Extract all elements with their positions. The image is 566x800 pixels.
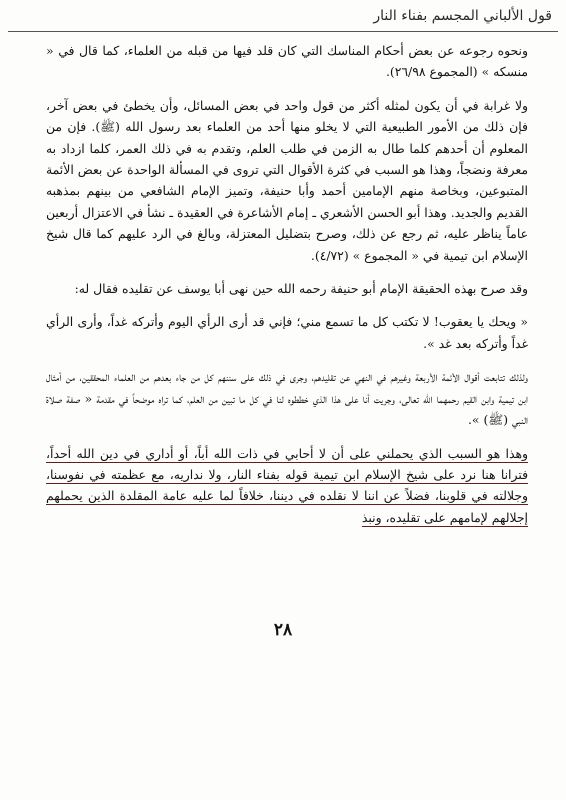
- underlined-paragraph: وهذا هو السبب الذي يحملني على أن لا أحابي في ذات الله أباً، أو أداري في دين الله أحداً، فترانا هنا نرد على شيخ الإسلام ابن تيمية قوله بفناء النار، ولا نداريه، مع عظمته في نفوسنا، وجلالته في قلوبنا، فضلاً عن اننا لا نقلده في ديننا، خلافاً لما عليه عامة المقلدة الذين يحملهم إجلالهم لإمامهم على تقليده، ونبذ: [46, 445, 528, 525]
- page-number: ٢٨: [273, 620, 293, 640]
- header-divider: [8, 31, 558, 32]
- paragraph-5: ولذلك تتابعت أقوال الأئمة الأربعة وغيرهم في النهي عن تقليدهم، وجرى في ذلك على سننهم كل من جاء بعدهم من العلماء المحققين، من أمثال ابن تيمية وابن القيم رحمهما الله تعالى، وجريت أنا على هذا الذي خططوه لنا في كل ما تبين من العلم، كما تراه موضحاً في مقدمة « صفة صلاة النبي (ﷺ) ».: [46, 369, 528, 428]
- body-text: [46, 40, 528, 540]
- running-header-title: قول الألباني المجسم بفناء النار: [373, 8, 552, 24]
- paragraph-3: وقد صرح بهذه الحقيقة الإمام أبو حنيفة رحمه الله حين نهى أبا يوسف عن تقليده فقال له:: [74, 281, 528, 297]
- paragraph-1: ونحوه رجوعه عن بعض أحكام المناسك التي كان قلد فيها من قبله من العلماء، كما قال في « منسكه » (المجموع ٢٦/٩٨).: [46, 43, 528, 80]
- quote-paragraph: « ويحك يا يعقوب! لا تكتب كل ما تسمع مني؛ فإني قد أرى الرأي اليوم وأتركه غداً، وأرى الرأي غداً وأتركه بعد غد ».: [46, 314, 528, 351]
- paragraph-2: ولا غرابة في أن يكون لمثله أكثر من قول واحد في بعض المسائل، وأن يخطئ في بعض آخر، فإن ذلك من الأمور الطبيعية التي لا يخلو منها أحد من العلماء بعد رسول الله (ﷺ). فإن من المعلوم أن أحدهم كلما طال به الزمن في طلب العلم، وتقدم به في ذلك العمر، كلما ازداد به معرفة ونضجاً، وهذا هو السبب في كثرة الأقوال التي تروى في المسألة الواحدة عن بعض الأئمة المتبوعين، وبخاصة منهم الإمامين أحمد وأبا حنيفة، وتميز الإمام الشافعي من بينهم بمذهبه القديم والجديد. وهذا أبو الحسن الأشعري ـ إمام الأشاعرة في العقيدة ـ نشأ في الاعتزال أربعين عاماً يناظر عليه، ثم رجع عن ذلك، وصرح بتضليل المعتزلة، وبالغ في الرد عليهم كما قال شيخ الإسلام ابن تيمية في « المجموع » (٤/٧٢).: [46, 97, 528, 263]
